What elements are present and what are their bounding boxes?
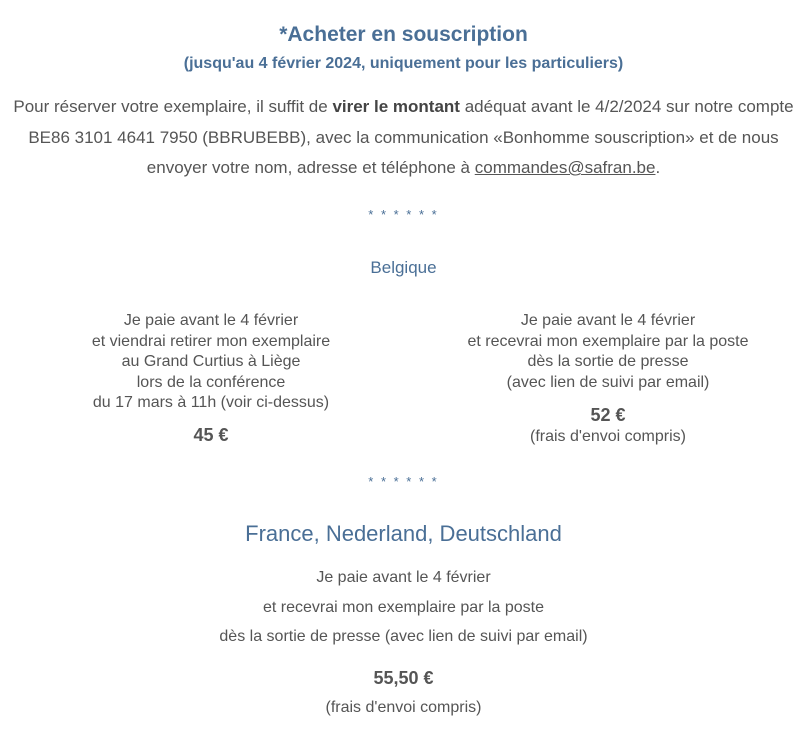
option-line: (avec lien de suivi par email) [506, 373, 710, 391]
option-line: au Grand Curtius à Liège [121, 353, 301, 371]
intro-text-1: Pour réserver votre exemplaire, il suffit de [13, 97, 333, 116]
intro-text-2: adéquat avant le 4/2/2024 sur notre compte BE86 3101 4641 7950 (BBRUBEBB), avec la communication «Bonhomme souscription» et de nous envoyer votre nom, adresse et téléphone à [28, 97, 794, 177]
option-post [408, 311, 807, 448]
option-line: Je paie avant le 4 février [123, 312, 299, 329]
option-line: lors de la conférence [136, 373, 286, 391]
option-line: et viendrai retirer mon exemplaire [91, 332, 331, 350]
intro-text-3: . [655, 158, 661, 177]
option-line: dès la sortie de presse [527, 353, 689, 371]
page-title: *Acheter en souscription [279, 23, 528, 46]
price-post: 52 € [590, 405, 626, 426]
section-heading-international: France, Nederland, Deutschland [245, 521, 562, 546]
shipping-note: (frais d'envoi compris) [530, 428, 686, 446]
intro-paragraph [10, 92, 797, 184]
option-line: du 17 mars à 11h (voir ci-dessus) [92, 394, 330, 412]
option-line: Je paie avant le 4 février [316, 569, 491, 586]
email-link[interactable]: commandes@safran.be [474, 158, 656, 177]
shipping-note: (frais d'envoi compris) [325, 699, 482, 716]
option-line: et recevrai mon exemplaire par la poste [467, 332, 749, 350]
separator-stars: * * * * * * [368, 474, 439, 489]
separator-stars: * * * * * * [368, 207, 439, 222]
price-international: 55,50 € [373, 668, 434, 688]
option-pickup [12, 311, 410, 447]
option-line: et recevrai mon exemplaire par la poste [262, 598, 545, 616]
option-line: Je paie avant le 4 février [520, 312, 696, 329]
intro-bold-text: virer le montant [332, 97, 460, 116]
section-heading-belgique: Belgique [370, 258, 437, 277]
option-line: dès la sortie de presse (avec lien de suivi par email) [219, 628, 588, 645]
page-subtitle: (jusqu'au 4 février 2024, uniquement pour les particuliers) [183, 55, 624, 72]
price-pickup: 45 € [193, 424, 229, 445]
option-international [0, 563, 807, 652]
